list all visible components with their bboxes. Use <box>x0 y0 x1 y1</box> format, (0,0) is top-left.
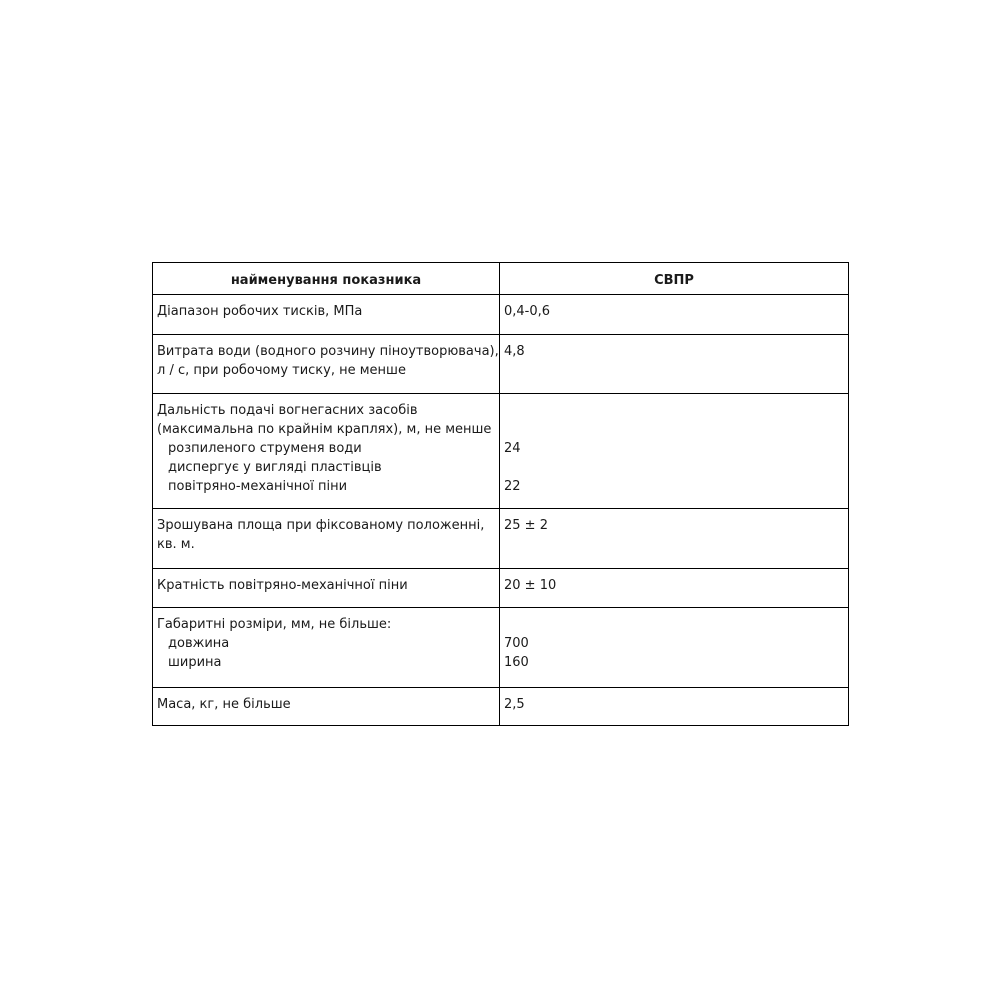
table-row <box>153 688 849 726</box>
specifications-table <box>152 262 849 726</box>
value-cell <box>500 569 849 608</box>
table-row <box>153 394 849 509</box>
parameter-value: 2,5 <box>504 697 525 712</box>
table-header-row <box>153 263 849 295</box>
parameter-sublabel: повітряно-механічної піни <box>168 479 348 494</box>
parameter-sublabel: розпиленого струменя води <box>168 441 362 456</box>
value-cell <box>500 394 849 509</box>
parameter-sublabel: ширина <box>168 655 222 670</box>
parameter-label: Габаритні розміри, мм, не більше: <box>157 617 392 632</box>
parameter-value: 700 <box>504 636 529 651</box>
parameter-cell <box>153 394 500 509</box>
value-spacer <box>504 458 844 477</box>
parameter-cell <box>153 688 500 726</box>
parameter-value: 25 ± 2 <box>504 518 548 533</box>
parameter-cell <box>153 569 500 608</box>
value-spacer <box>504 420 844 439</box>
parameter-cell <box>153 608 500 688</box>
value-cell <box>500 335 849 394</box>
parameter-label: Кратність повітряно-механічної піни <box>157 578 408 593</box>
parameter-label: Діапазон робочих тисків, МПа <box>157 304 363 319</box>
parameter-label: (максимальна по крайнім краплях), м, не менше <box>157 422 492 437</box>
table-row <box>153 608 849 688</box>
table-row <box>153 295 849 335</box>
header-value: СВПР <box>500 263 849 295</box>
parameter-value: 0,4-0,6 <box>504 304 551 319</box>
parameter-cell <box>153 295 500 335</box>
parameter-sublabel: довжина <box>168 636 230 651</box>
parameter-label: Маса, кг, не більше <box>157 697 291 712</box>
value-cell <box>500 688 849 726</box>
value-spacer <box>504 615 844 634</box>
parameter-label: Дальність подачі вогнегасних засобів <box>157 403 418 418</box>
table-row <box>153 335 849 394</box>
value-spacer <box>504 401 844 420</box>
parameter-value: 20 ± 10 <box>504 578 557 593</box>
parameter-sublabel: диспергує у вигляді пластівців <box>168 460 382 475</box>
table-row <box>153 569 849 608</box>
table-row <box>153 509 849 569</box>
value-cell <box>500 295 849 335</box>
parameter-value: 24 <box>504 441 521 456</box>
parameter-label: Витрата води (водного розчину піноутворювача), <box>157 344 499 359</box>
parameter-label: л / с, при робочому тиску, не менше <box>157 363 406 378</box>
parameter-label: кв. м. <box>157 537 195 552</box>
value-cell <box>500 509 849 569</box>
header-parameter: найменування показника <box>153 263 500 295</box>
parameter-label: Зрошувана площа при фіксованому положенні, <box>157 518 485 533</box>
parameter-value: 160 <box>504 655 529 670</box>
parameter-cell <box>153 509 500 569</box>
parameter-cell <box>153 335 500 394</box>
parameter-value: 4,8 <box>504 344 525 359</box>
value-cell <box>500 608 849 688</box>
parameter-value: 22 <box>504 479 521 494</box>
